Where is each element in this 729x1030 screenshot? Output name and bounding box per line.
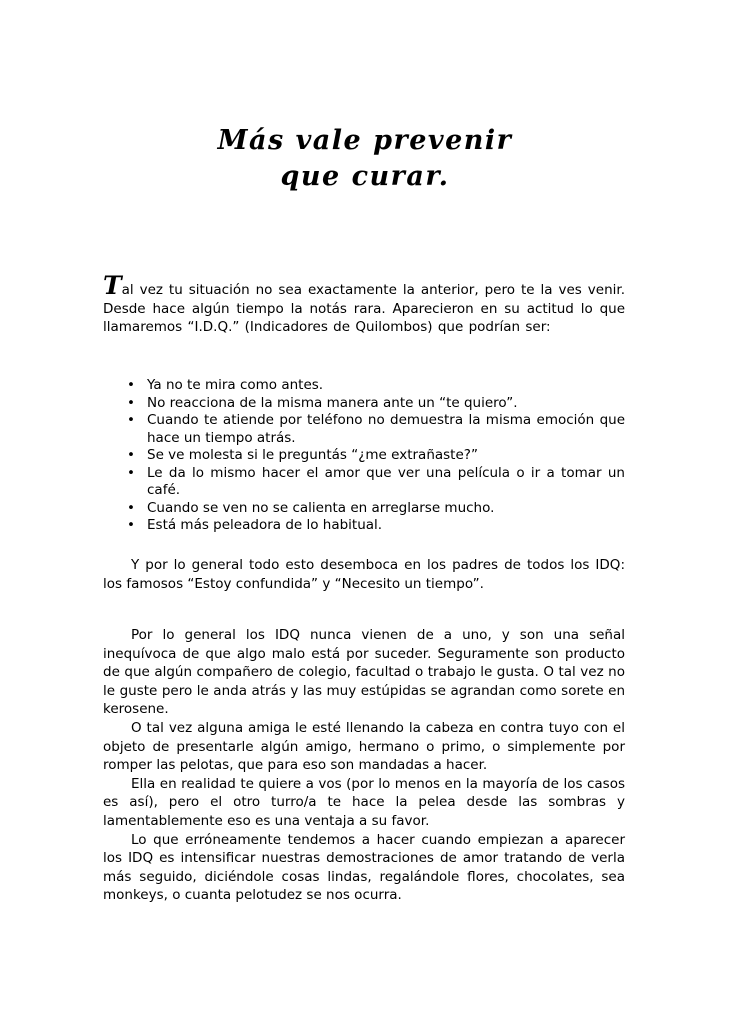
title-line-2: que curar. — [280, 161, 450, 192]
paragraph-causes — [103, 626, 625, 719]
list-item — [103, 500, 625, 518]
list-item-text: Ya no te mira como antes. — [147, 377, 324, 393]
paragraph-text: Por lo general los IDQ nunca vienen de a uno, y son una señal inequívoca de que algo malo está por suceder. Seguramente son producto de que algún compañero de colegio, facultad o trabajo le gusta. O tal vez no le guste pero le anda atrás y las muy estúpidas se agrandan como sorete en kerosene. — [103, 627, 625, 718]
list-item — [103, 465, 625, 500]
list-item-text: No reacciona de la misma manera ante un “te quiero”. — [147, 394, 518, 411]
bullet-icon: • — [127, 499, 135, 516]
list-item — [103, 377, 625, 395]
bullet-icon: • — [127, 464, 135, 481]
bullet-icon: • — [127, 447, 135, 463]
list-item-text: Cuando se ven no se calienta en arreglarse mucho. — [147, 499, 495, 516]
bullet-icon: • — [127, 517, 135, 533]
paragraph-friend — [103, 719, 625, 775]
paragraph-text: O tal vez alguna amiga le esté llenando la cabeza en contra tuyo con el objeto de presentarle algún amigo, hermano o primo, o simplemente por romper las pelotas, que para eso son mandadas a hacer. — [103, 719, 625, 774]
bullet-icon: • — [127, 412, 135, 428]
paragraph-idq-summary — [103, 556, 625, 593]
intro-paragraph — [103, 271, 625, 337]
bullet-icon: • — [127, 377, 135, 393]
list-item — [103, 517, 625, 535]
list-item-text: Está más peleadora de lo habitual. — [147, 517, 383, 533]
paragraph-text: Y por lo general todo esto desemboca en los padres de todos los IDQ: los famosos “Estoy confundida” y “Necesito un tiempo”. — [103, 557, 625, 592]
list-item-text: Se ve molesta si le preguntás “¿me extrañaste?” — [147, 447, 478, 463]
list-item-text: Cuando te atiende por teléfono no demuestra la misma emoción que hace un tiempo atrás. — [147, 412, 625, 446]
paragraph-text: Lo que erróneamente tendemos a hacer cuando empiezan a aparecer los IDQ es intensificar nuestras demostraciones de amor tratando de verla más seguido, diciéndole cosas lindas, regalándole flores, chocolates, sea monkeys, o cuanta pelotudez se nos ocurra. — [103, 831, 625, 904]
list-item — [103, 447, 625, 465]
drop-cap: T — [103, 271, 122, 300]
list-item-text: Le da lo mismo hacer el amor que ver una película o ir a tomar un café. — [147, 464, 625, 498]
intro-text: al vez tu situación no sea exactamente la anterior, pero te la ves venir. Desde hace algún tiempo la notás rara. Aparecieron en su actitud lo que llamaremos “I.D.Q.” (Indicadores de Quilombos) que podrían ser: — [103, 282, 625, 336]
paragraph-mistake — [103, 831, 625, 905]
idq-bullet-list — [103, 377, 625, 535]
list-item — [103, 395, 625, 413]
bullet-icon: • — [127, 394, 135, 411]
body-text-block — [103, 626, 625, 905]
title-line-1: Más vale prevenir — [217, 125, 513, 156]
paragraph-rival — [103, 775, 625, 831]
list-item — [103, 412, 625, 447]
paragraph-text: Ella en realidad te quiere a vos (por lo menos en la mayoría de los casos es así), pero el otro turro/a te hace la pelea desde las sombras y lamentablemente eso es una ventaja a su favor. — [103, 775, 625, 829]
